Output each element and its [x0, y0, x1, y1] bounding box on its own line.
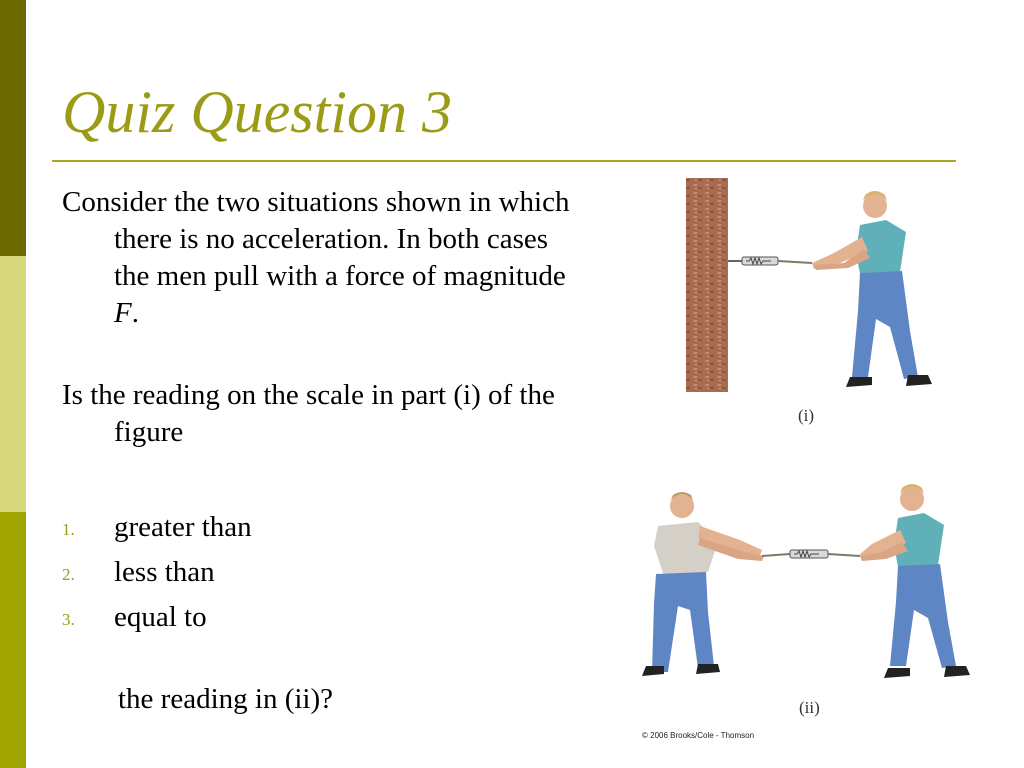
figure-i-illustration [680, 175, 950, 395]
question-paragraph [62, 377, 582, 451]
title-divider [52, 160, 956, 162]
intro-text: Consider the two situations shown in which there is no acceleration. In both cases the men pull with a force of magnitude [62, 186, 570, 292]
man-right-figure-ii [860, 484, 970, 678]
question-text: Is the reading on the scale in part (i) of the figure [62, 379, 555, 448]
figure-ii-illustration [640, 482, 990, 692]
man-left-figure-ii [642, 492, 764, 676]
sidebar-stripe-bottom [0, 512, 26, 768]
slide-title: Quiz Question 3 [62, 79, 452, 145]
brick-wall [686, 178, 728, 392]
sidebar-stripe-middle [0, 256, 26, 512]
caption-i: (i) [798, 406, 815, 425]
option-number: 2. [62, 565, 75, 584]
question-tail: the reading in (ii)? [118, 683, 333, 715]
option-label: equal to [114, 601, 207, 633]
option-number: 1. [62, 520, 75, 539]
spring-scale-ii [762, 550, 860, 558]
intro-paragraph [62, 184, 582, 332]
sidebar-stripe-top [0, 0, 26, 256]
force-symbol: F [114, 297, 132, 329]
caption-ii: (ii) [799, 698, 820, 717]
option-number: 3. [62, 610, 75, 629]
option-label: greater than [114, 511, 252, 543]
man-figure-i [812, 191, 932, 387]
option-label: less than [114, 556, 215, 588]
copyright-notice: © 2006 Brooks/Cole - Thomson [642, 731, 755, 740]
spring-scale-i [728, 257, 812, 265]
intro-end: . [131, 297, 139, 329]
